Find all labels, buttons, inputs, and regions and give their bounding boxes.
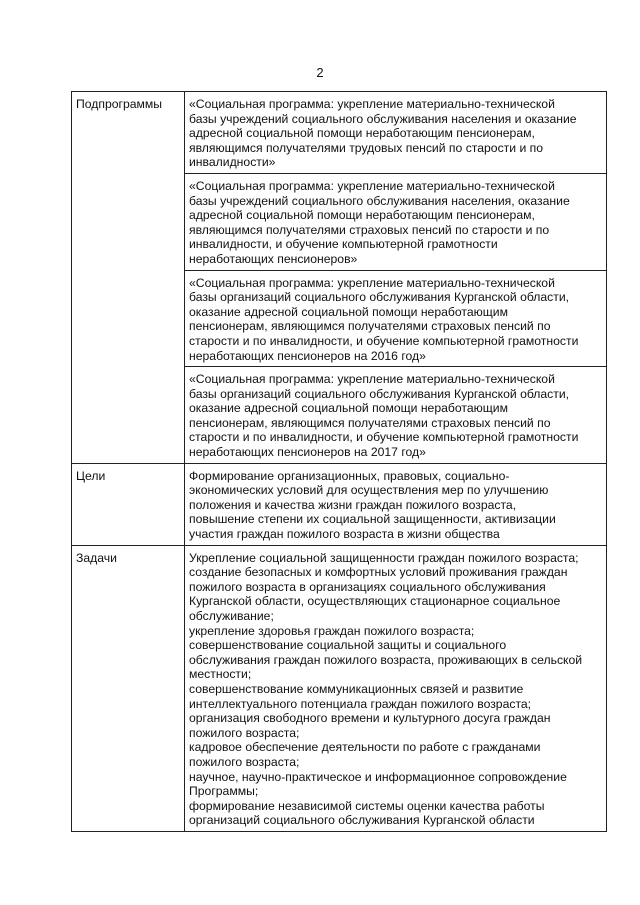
page-number: 2 [316,65,324,80]
tasks-cell: Укрепление социальной защищенности граждан пожилого возраста; создание безопасных и комфортных условий проживания граждан пожилого возраста в организациях социального обслуживания Курганской области, осуществляющих стационарное социальное обслуживание; укрепление здоровья граждан пожилого возраста; совершенствование социальной защиты и социального обслуживания граждан пожилого возраста, проживающих в сельской местности; совершенствование коммуникационных связей и развитие интеллектуального потенциала граждан пожилого возраста; организация свободного времени и культурного досуга граждан пожилого возраста; кадровое обеспечение деятельности по работе с гражданами пожилого возраста; научное, научно-практическое и информационное сопровождение Программы; формирование независимой системы оценки качества работы организаций социального обслуживания Курганской области [185,545,607,831]
goals-cell: Формирование организационных, правовых, социально- экономических условий для осуществления мер по улучшению положения и качества жизни граждан пожилого возраста, повышение степени их социальной защищенности, активизации участия граждан пожилого возраста в жизни общества [185,463,607,545]
row-label-goals: Цели [72,463,185,545]
subprogram-cell: «Социальная программа: укрепление материально-технической базы организаций социального обслуживания Курганской области, оказание адресной социальной помощи неработающим пенсионерам, являющимся получателями страховых пенсий по старости и по инвалидности, и обучение компьютерной грамотности неработающих пенсионеров на 2016 год» [185,270,607,367]
subprogram-cell: «Социальная программа: укрепление материально-технической базы учреждений социального обслуживания населения и оказание адресной социальной помощи неработающим пенсионерам, являющимся получателями трудовых пенсий по старости и по инвалидности» [185,92,607,174]
subprogram-cell: «Социальная программа: укрепление материально-технической базы организаций социального обслуживания Курганской области, оказание адресной социальной помощи неработающим пенсионерам, являющимся получателями страховых пенсий по старости и по инвалидности, и обучение компьютерной грамотности неработающих пенсионеров на 2017 год» [185,367,607,464]
row-label-subprograms: Подпрограммы [72,92,185,464]
table-row [72,92,607,174]
program-passport-table [71,91,607,832]
subprogram-cell: «Социальная программа: укрепление материально-технической базы учреждений социального обслуживания населения, оказание адресной социальной помощи неработающим пенсионерам, являющимся получателями страховых пенсий по старости и по инвалидности, и обучение компьютерной грамотности неработающих пенсионеров» [185,173,607,270]
table-row [72,545,607,831]
table-row [72,463,607,545]
row-label-tasks: Задачи [72,545,185,831]
